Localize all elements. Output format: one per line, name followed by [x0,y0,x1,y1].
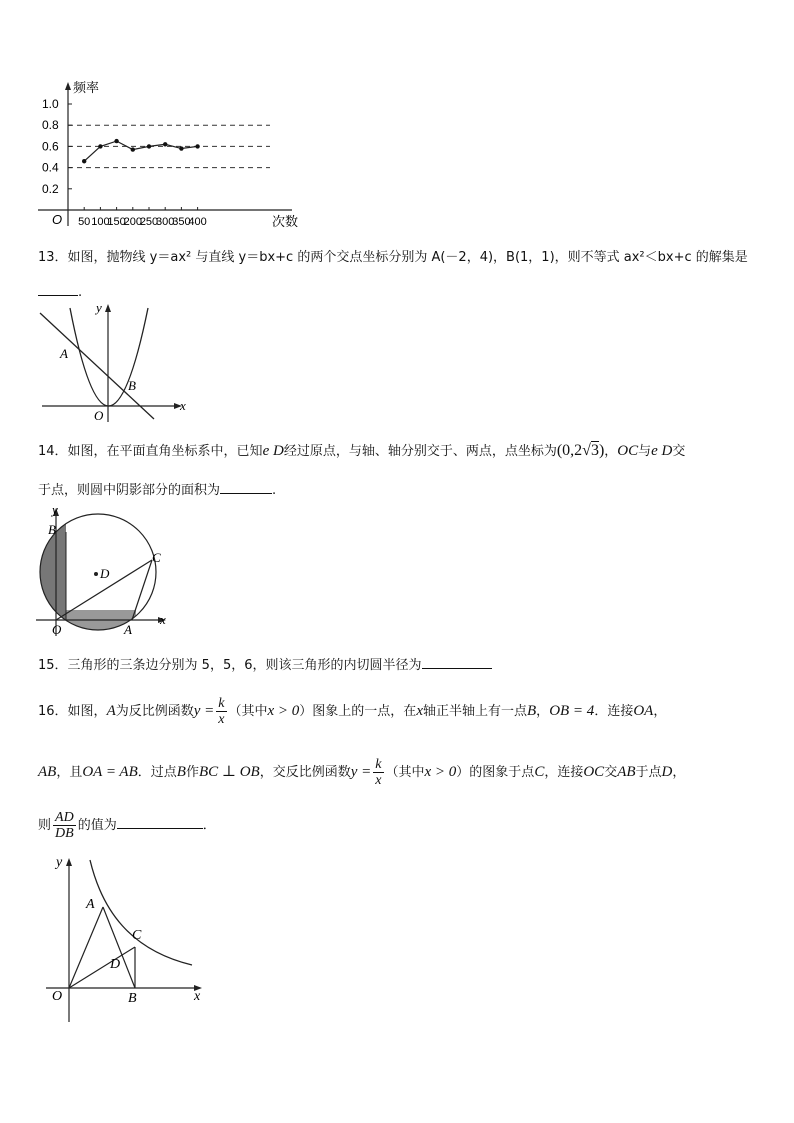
data-point [163,142,167,146]
question-number: 16． [38,704,68,719]
question-14-line2: 于点，则圆中阴影部分的面积为 . [38,479,276,501]
label-B: B [48,522,56,537]
data-point [131,147,135,151]
label-x: x [160,612,166,627]
x-tick-label: 350 [172,216,191,228]
question-text: 三角形的三条边分别为 5，5，6，则该三角形的内切圆半径为 [67,658,422,673]
question-number: 14． [38,444,68,459]
segment-OC [69,947,135,988]
answer-blank-16[interactable] [117,814,203,829]
label-A: A [86,897,95,912]
y-tick-label: 0.2 [42,181,59,196]
label-O: O [52,622,62,637]
data-point [82,159,86,163]
figure-13-parabola [34,298,194,426]
x-tick-label: 50 [78,216,91,228]
label-x: x [194,989,201,1004]
segment-OA [69,907,103,988]
frequency-chart [30,78,310,233]
x-tick-label: 200 [123,216,142,228]
answer-blank-15[interactable] [422,654,492,669]
y-axis-label: 频率 [73,80,100,95]
fraction-k-over-x: $\frac{k}{x}$ [218,696,225,727]
label-D: D [100,566,110,581]
segment-AB [103,907,135,988]
label-A: A [60,346,68,361]
question-14-line1: 14．如图，在平面直角坐标系中，已知e D经过原点，与轴、轴分别交于、两点，点坐标为(0,2√3)，OC与e D交 [38,442,686,459]
parabola [70,308,148,406]
segment-AC [132,560,152,620]
y-tick-label: 0.8 [42,118,59,133]
question-16-line3: 则 $\frac{AD}{DB}$ 的值为 ． [38,810,216,841]
question-number: 15． [38,658,68,673]
label-C: C [132,928,142,943]
data-point [147,144,151,148]
figure-14-circle [32,502,178,642]
data-point [114,139,118,143]
label-x: x [180,398,186,413]
label-O: O [52,989,63,1004]
x-axis-label: 次数 [272,214,299,229]
x-tick-label: 100 [91,216,110,228]
data-point [179,146,183,150]
label-y: y [52,502,58,517]
x-tick-label: 300 [156,216,175,228]
x-tick-label: 250 [139,216,159,228]
answer-blank-14[interactable] [220,479,272,494]
fraction-AD-over-DB: $\frac{AD}{DB}$ [55,810,74,841]
label-O: O [94,408,104,423]
y-axis-arrow [65,82,71,90]
center-point-D [94,572,98,576]
question-16-line2: AB，且OA = AB．过点B作BC ⊥ OB，交反比例函数y = $\frac{k}{x}$ （其中x > 0）的图象于点C，连接OC交AB于点D， [38,757,686,788]
answer-blank-13[interactable]: . [38,281,82,303]
label-y: y [96,300,102,315]
question-16-line1: 16．如图，A为反比例函数y = $\frac{k}{x}$ （其中x > 0）图象上的一点，在x轴正半轴上有一点B，OB = 4．连接OA， [38,696,667,727]
question-13 [38,248,748,268]
label-D: D [110,957,121,972]
label-B: B [128,378,136,393]
question-text: 如图，抛物线 y＝ax² 与直线 y＝bx+c 的两个交点坐标分别为 A(－2，4)，B(1，1)，则不等式 ax²＜bx+c 的解集是 [67,250,748,265]
fraction-k-over-x-2: $\frac{k}{x}$ [375,757,382,788]
coordinate-expression: (0,2√3) [556,442,605,459]
y-axis-arrow [105,304,111,312]
label-y: y [56,855,63,870]
question-number: 13． [38,250,68,265]
question-15 [38,654,492,676]
label-B: B [128,991,137,1006]
y-tick-label: 1.0 [42,97,59,111]
y-tick-label: 0.6 [42,139,59,154]
data-point [195,144,199,148]
x-tick-label: 400 [188,216,207,228]
origin-label: O [52,212,63,227]
figure-16-hyperbola [40,850,210,1028]
y-axis-arrow [66,858,72,866]
line-bx-plus-c [40,313,154,419]
y-tick-label: 0.4 [42,160,59,175]
data-point [98,144,102,148]
label-C: C [152,550,161,565]
frequency-line [84,141,197,161]
sqrt-symbol: √ [582,442,591,459]
label-A: A [124,622,132,637]
x-tick-label: 150 [107,216,126,228]
